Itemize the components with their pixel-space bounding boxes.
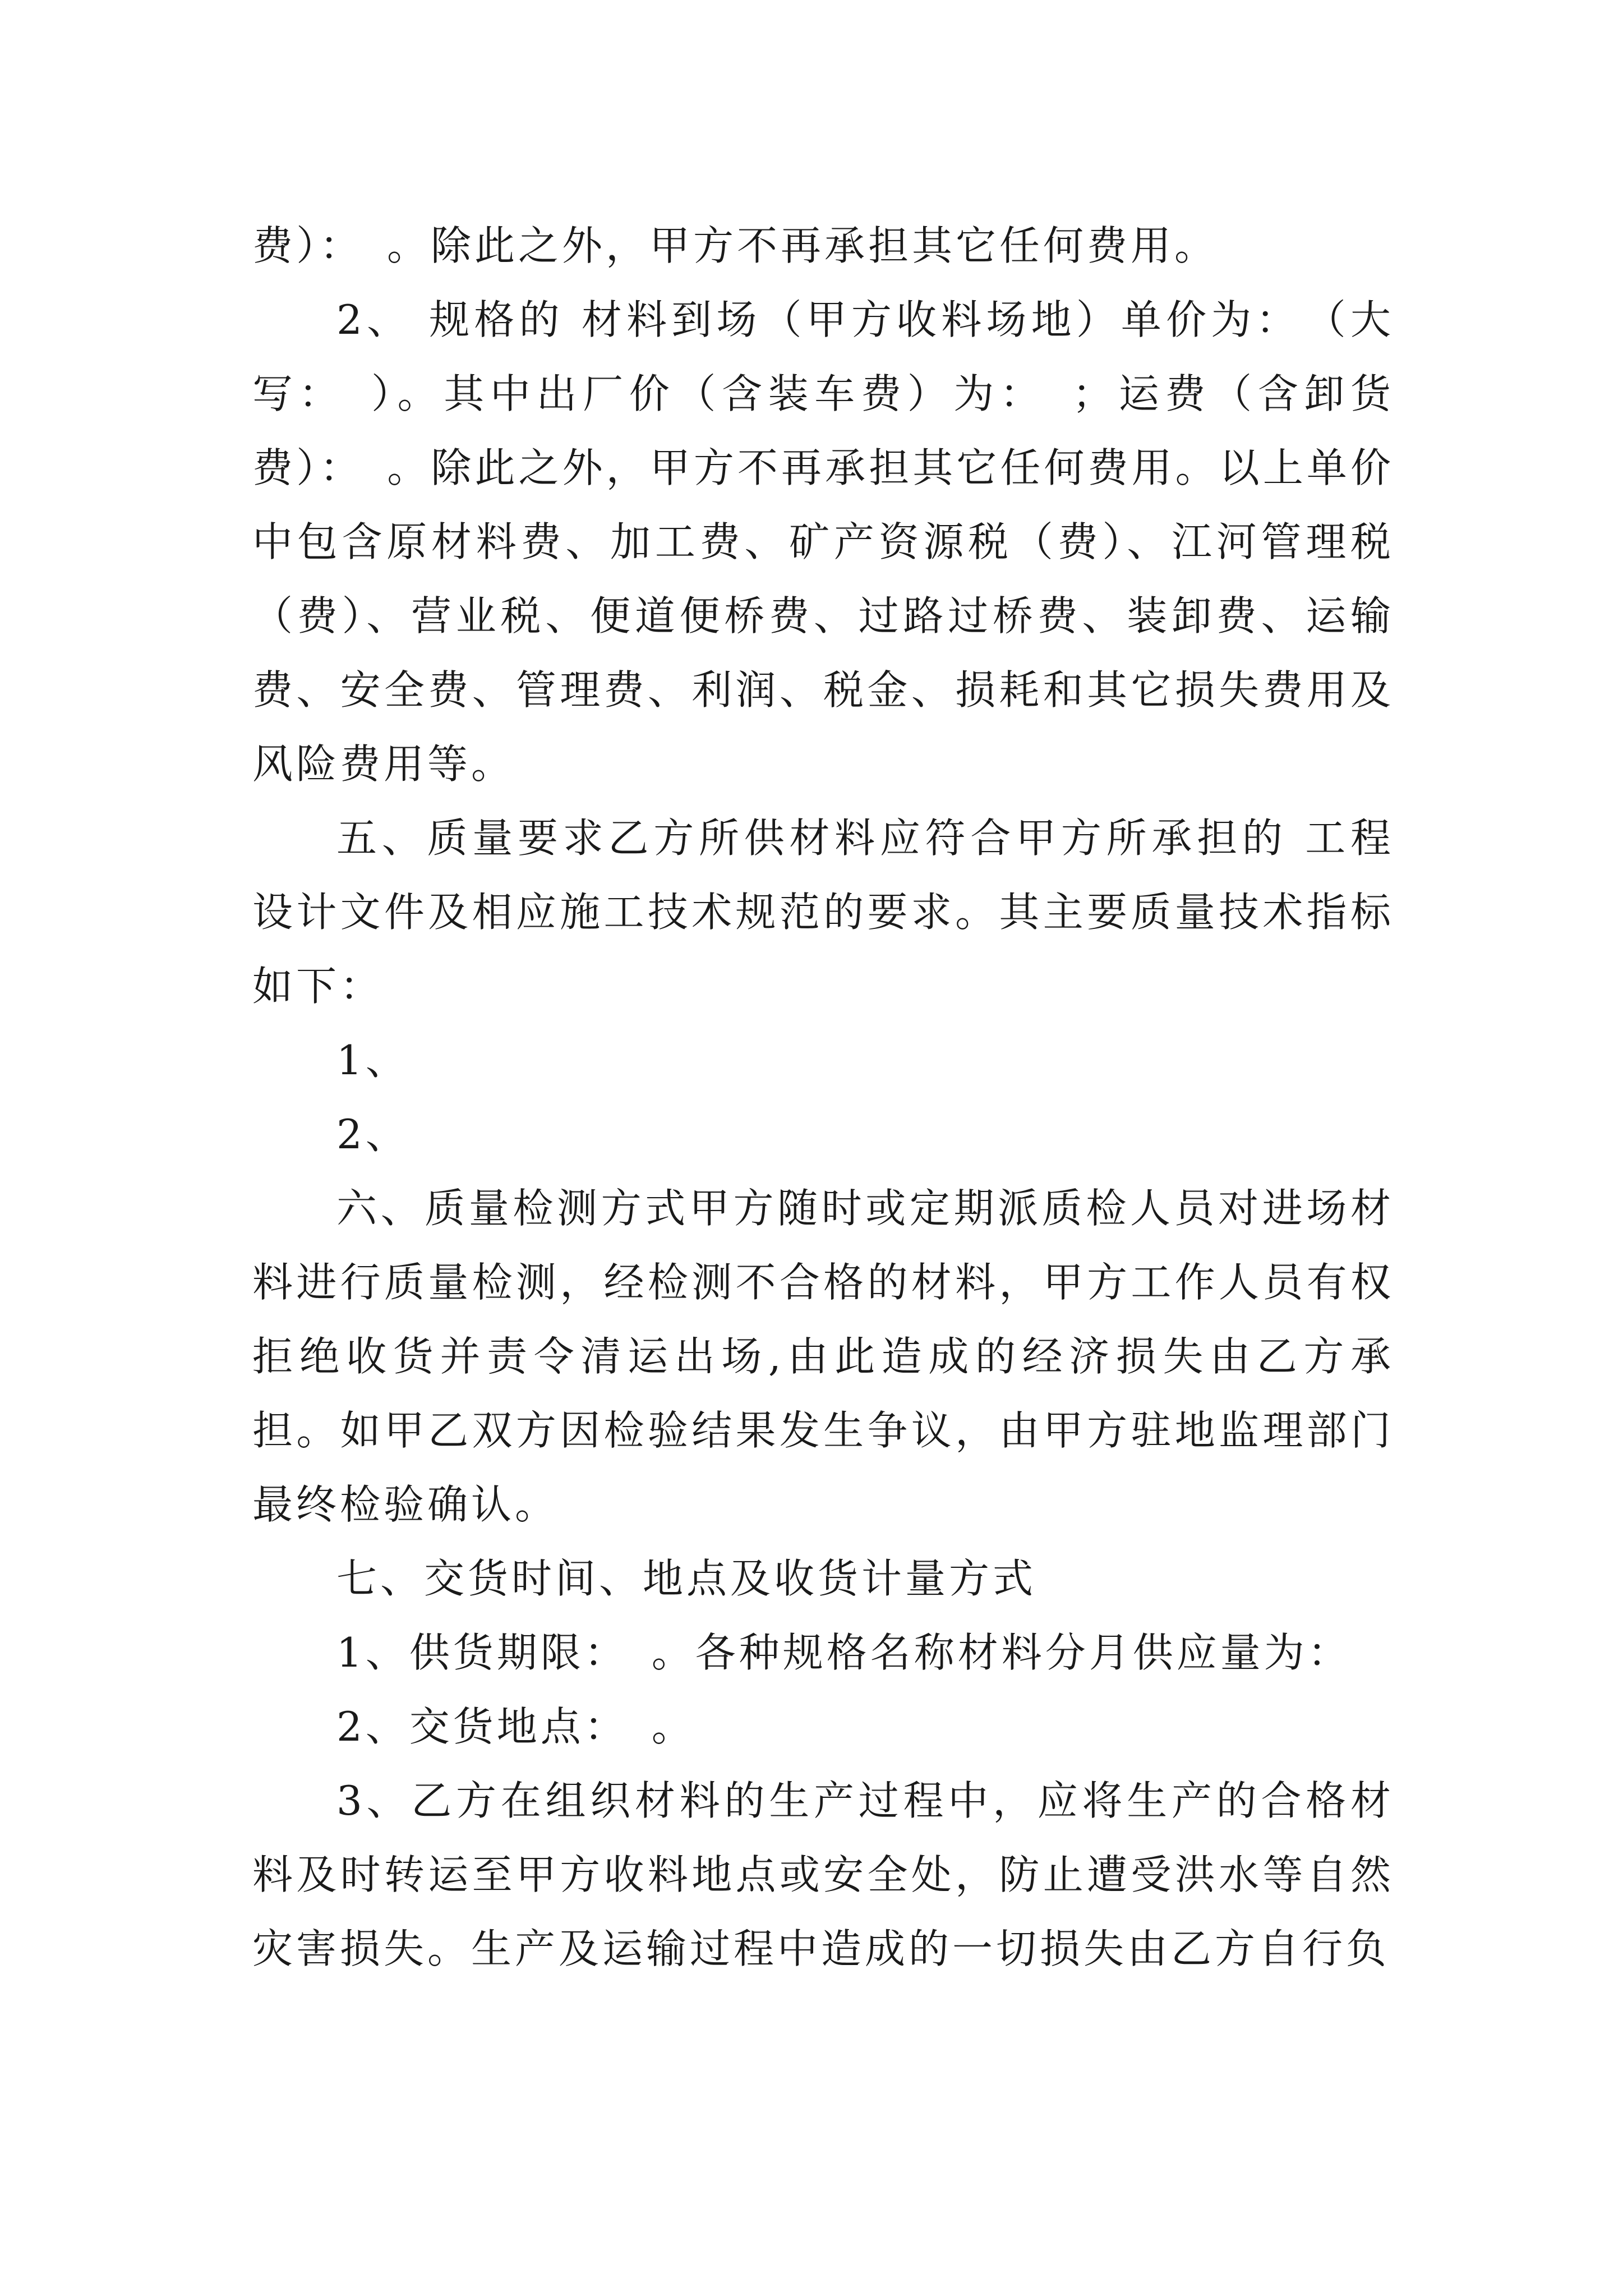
- paragraph: 2、 规格的 材料到场（甲方收料场地）单价为： （大写： ）。其中出厂价（含装车费）为： ；运费（含卸货费）： 。除此之外，甲方不再承担其它任何费用。以上单价中包含原材料费、加工费、矿产资源税（费）、江河管理税（费）、营业税、便道便桥费、过路过桥费、装卸费、运输费、安全费、管理费、利润、税金、损耗和其它损失费用及风险费用等。: [252, 296, 1394, 788]
- list-item: 1、: [336, 1037, 409, 1084]
- paragraph: 费）： 。除此之外，甲方不再承担其它任何费用。: [252, 222, 1219, 269]
- list-item: 2、交货地点： 。: [336, 1703, 695, 1750]
- section-heading-quality: 五、质量要求乙方所供材料应符合甲方所承担的 工程设计文件及相应施工技术规范的要求。其主要质量技术指标如下：: [252, 815, 1394, 1010]
- document-body: [252, 209, 1394, 1986]
- section-heading-inspection: 六、质量检测方式甲方随时或定期派质检人员对进场材料进行质量检测，经检测不合格的材料，甲方工作人员有权拒绝收货并责令清运出场,由此造成的经济损失由乙方承担。如甲乙双方因检验结果发生争议，由甲方驻地监理部门最终检验确认。: [252, 1185, 1394, 1528]
- list-item: 3、乙方在组织材料的生产过程中，应将生产的合格材料及时转运至甲方收料地点或安全处，防止遭受洪水等自然灾害损失。生产及运输过程中造成的一切损失由乙方自行负: [252, 1777, 1394, 1972]
- list-item: 1、供货期限： 。各种规格名称材料分月供应量为：: [336, 1629, 1352, 1676]
- list-item: 2、: [336, 1111, 409, 1158]
- section-heading-delivery: 七、交货时间、地点及收货计量方式: [336, 1555, 1037, 1602]
